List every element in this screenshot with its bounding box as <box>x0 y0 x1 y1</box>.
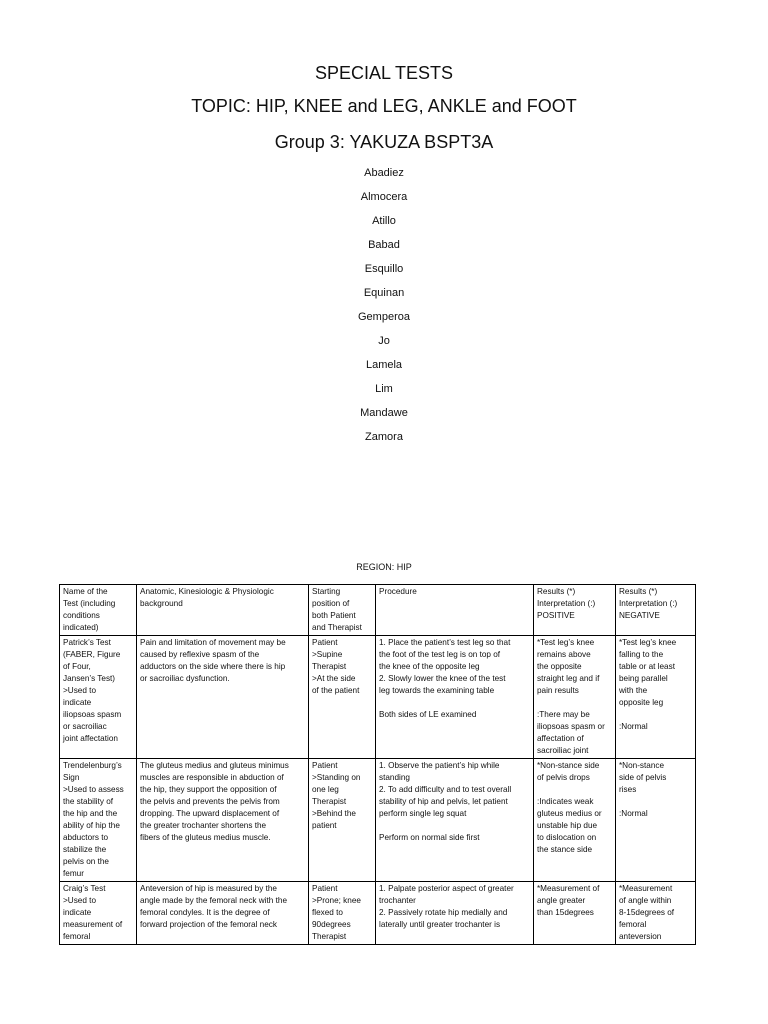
cell-line: being parallel <box>619 674 668 683</box>
cell-line: *Test leg’s knee <box>537 638 595 647</box>
cell-line: indicated) <box>63 623 99 632</box>
cell-negative <box>616 882 696 945</box>
cell-line: stability of hip and pelvis, let patient <box>379 797 508 806</box>
line-gap <box>619 796 692 808</box>
cell-line: 8-15degrees of <box>619 908 675 917</box>
cell-line: iliopsoas spasm <box>63 710 122 719</box>
cell-line: femoral condyles. It is the degree of <box>140 908 270 917</box>
member-name: Mandawe <box>360 407 408 419</box>
cell-line: sacroiliac joint <box>537 746 589 755</box>
cell-line: femoral <box>619 920 647 929</box>
cell-line: >Behind the <box>312 809 356 818</box>
member-name: Babad <box>368 239 400 251</box>
cell-line: Results (*) <box>619 587 658 596</box>
cell-positive <box>534 636 616 759</box>
cell-line: conditions <box>63 611 100 620</box>
cell-content <box>63 883 133 943</box>
cell-line: the foot of the test leg is on top of <box>379 650 501 659</box>
member-name: Jo <box>378 335 390 347</box>
cell-line: (FABER, Figure <box>63 650 121 659</box>
cell-line: indicate <box>63 908 92 917</box>
member-name: Gemperoa <box>358 311 410 323</box>
cell-line: adductors on the side where there is hip <box>140 662 286 671</box>
cell-line: forward projection of the femoral neck <box>140 920 277 929</box>
cell-line: Perform on normal side first <box>379 833 480 842</box>
cell-line: Test (including <box>63 599 116 608</box>
cell-line: angle greater <box>537 896 586 905</box>
cell-procedure <box>376 882 534 945</box>
cell-line: opposite leg <box>619 698 664 707</box>
cell-line: >Supine <box>312 650 343 659</box>
special-tests-table <box>59 584 696 945</box>
member-list <box>0 161 768 449</box>
cell-line: NEGATIVE <box>619 611 660 620</box>
cell-line: abductors to <box>63 833 109 842</box>
cell-line: *Non-stance side <box>537 761 600 770</box>
cell-line: with the <box>619 686 648 695</box>
cell-line: Therapist <box>312 662 347 671</box>
cell-line: the greater trochanter shortens the <box>140 821 267 830</box>
cell-line: 2. Slowly lower the knee of the test <box>379 674 506 683</box>
cell-line: table or at least <box>619 662 675 671</box>
cell-content <box>537 883 612 943</box>
cell-line: >Used to assess <box>63 785 124 794</box>
table-row <box>60 882 696 945</box>
cell-line: indicate <box>63 698 92 707</box>
cell-line: of Four, <box>63 662 91 671</box>
cell-line: the stability of <box>63 797 114 806</box>
cell-line: Patient <box>312 761 338 770</box>
cell-procedure <box>376 636 534 759</box>
cell-background <box>137 759 309 882</box>
line-gap <box>379 697 530 709</box>
cell-line: Anteversion of hip is measured by the <box>140 884 277 893</box>
cell-line: ability of hip the <box>63 821 120 830</box>
cell-line: Pain and limitation of movement may be <box>140 638 286 647</box>
line-gap <box>379 820 530 832</box>
cell-line: 90degrees <box>312 920 351 929</box>
cell-line: standing <box>379 773 410 782</box>
cell-line: The gluteus medius and gluteus minimus <box>140 761 289 770</box>
cell-name <box>60 636 137 759</box>
cell-line: >Prone; knee <box>312 896 361 905</box>
cell-line: perform single leg squat <box>379 809 467 818</box>
cell-line: Jansen’s Test) <box>63 674 116 683</box>
cell-line: the stance side <box>537 845 593 854</box>
cell-line: >Used to <box>63 686 96 695</box>
cell-positive <box>534 882 616 945</box>
cell-line: :Normal <box>619 809 648 818</box>
line-gap <box>537 697 612 709</box>
cell-negative <box>616 759 696 882</box>
header-cell <box>309 585 376 636</box>
cell-line: unstable hip due <box>537 821 598 830</box>
cell-line: falling to the <box>619 650 664 659</box>
cell-line: of pelvis drops <box>537 773 590 782</box>
member-name: Lamela <box>365 359 403 371</box>
cell-line: Patrick’s Test <box>63 638 111 647</box>
cell-line: or sacroiliac dysfunction. <box>140 674 230 683</box>
cell-line: *Non-stance <box>619 761 665 770</box>
cell-line: Therapist <box>312 797 347 806</box>
header-cell <box>616 585 696 636</box>
cell-line: of angle within <box>619 896 672 905</box>
cell-line: :Indicates weak <box>537 797 594 806</box>
header-cell <box>376 585 534 636</box>
cell-position <box>309 759 376 882</box>
member-name: Zamora <box>365 431 403 443</box>
cell-line: Patient <box>312 884 338 893</box>
cell-line: both Patient <box>312 611 356 620</box>
cell-line: Starting <box>312 587 341 596</box>
cell-line: to dislocation on <box>537 833 597 842</box>
line-gap <box>537 784 612 796</box>
cell-line: Name of the <box>63 587 108 596</box>
cell-line: muscles are responsible in abduction of <box>140 773 284 782</box>
table-row <box>60 759 696 882</box>
document-topic: TOPIC: HIP, KNEE and LEG, ANKLE and FOOT <box>191 96 577 116</box>
cell-line: Results (*) <box>537 587 576 596</box>
line-gap <box>619 709 692 721</box>
cell-line: patient <box>312 821 337 830</box>
member-name: Equinan <box>363 287 405 299</box>
cell-line: pain results <box>537 686 579 695</box>
member-name: Lim <box>375 383 393 395</box>
member-name: Atillo <box>372 215 396 227</box>
member-name: Almocera <box>360 191 408 203</box>
cell-line: background <box>140 599 183 608</box>
cell-line: *Measurement of <box>537 884 600 893</box>
cell-line: measurement of <box>63 920 123 929</box>
cell-line: >Used to <box>63 896 96 905</box>
cell-line: than 15degrees <box>537 908 594 917</box>
header-cell <box>534 585 616 636</box>
cell-line: or sacroiliac <box>63 722 107 731</box>
cell-line: rises <box>619 785 637 794</box>
cell-line: fibers of the gluteus medius muscle. <box>140 833 271 842</box>
cell-line: laterally until greater trochanter is <box>379 920 501 929</box>
cell-line: the hip, they support the opposition of <box>140 785 277 794</box>
cell-line: 2. Passively rotate hip medially and <box>379 908 508 917</box>
cell-content <box>140 883 305 943</box>
cell-line: the knee of the opposite leg <box>379 662 480 671</box>
cell-line: 2. To add difficulty and to test overall <box>379 785 512 794</box>
cell-line: joint affectation <box>63 734 118 743</box>
cell-line: *Measurement <box>619 884 673 893</box>
cell-line: Patient <box>312 638 338 647</box>
cell-line: side of pelvis <box>619 773 667 782</box>
cell-line: dropping. The upward displacement of <box>140 809 280 818</box>
cell-line: Interpretation (:) <box>537 599 596 608</box>
cell-line: iliopsoas spasm or <box>537 722 605 731</box>
header-cell <box>137 585 309 636</box>
cell-line: caused by reflexive spasm of the <box>140 650 260 659</box>
cell-line: femur <box>63 869 84 878</box>
cell-line: Trendelenburg’s <box>63 761 122 770</box>
cell-line: Sign <box>63 773 80 782</box>
cell-line: the opposite <box>537 662 582 671</box>
cell-line: Both sides of LE examined <box>379 710 477 719</box>
cell-line: anteversion <box>619 932 662 941</box>
cell-background <box>137 882 309 945</box>
cell-line: pelvis on the <box>63 857 109 866</box>
cell-name <box>60 759 137 882</box>
cell-position <box>309 636 376 759</box>
cell-content <box>312 883 372 943</box>
cell-line: the hip and the <box>63 809 118 818</box>
cell-line: affectation of <box>537 734 584 743</box>
cell-line: trochanter <box>379 896 416 905</box>
member-name: Abadiez <box>364 167 404 179</box>
cell-content <box>619 883 692 943</box>
cell-line: gluteus medius or <box>537 809 602 818</box>
cell-line: remains above <box>537 650 591 659</box>
cell-position <box>309 882 376 945</box>
cell-line: :Normal <box>619 722 648 731</box>
cell-line: straight leg and if <box>537 674 600 683</box>
cell-line: leg towards the examining table <box>379 686 495 695</box>
cell-line: angle made by the femoral neck with the <box>140 896 288 905</box>
cell-line: Procedure <box>379 587 417 596</box>
cell-background <box>137 636 309 759</box>
member-name: Esquillo <box>364 263 404 275</box>
cell-line: of the patient <box>312 686 360 695</box>
cell-line: 1. Place the patient’s test leg so that <box>379 638 511 647</box>
cell-line: Craig’s Test <box>63 884 106 893</box>
cell-line: *Test leg’s knee <box>619 638 677 647</box>
table-header-row <box>60 585 696 636</box>
cell-line: POSITIVE <box>537 611 575 620</box>
cell-name <box>60 882 137 945</box>
cell-line: Therapist <box>312 932 347 941</box>
cell-line: position of <box>312 599 350 608</box>
cell-line: Interpretation (:) <box>619 599 678 608</box>
cell-line: 1. Observe the patient’s hip while <box>379 761 500 770</box>
cell-positive <box>534 759 616 882</box>
cell-line: one leg <box>312 785 339 794</box>
document-title: SPECIAL TESTS <box>314 63 454 83</box>
cell-line: Anatomic, Kinesiologic & Physiologic <box>140 587 274 596</box>
cell-line: femoral <box>63 932 91 941</box>
cell-line: :There may be <box>537 710 590 719</box>
cell-line: >Standing on <box>312 773 361 782</box>
header-cell <box>60 585 137 636</box>
cell-line: flexed to <box>312 908 343 917</box>
table-row <box>60 636 696 759</box>
cell-line: and Therapist <box>312 623 362 632</box>
cell-line: the pelvis and prevents the pelvis from <box>140 797 280 806</box>
document-group: Group 3: YAKUZA BSPT3A <box>274 132 494 152</box>
cell-line: 1. Palpate posterior aspect of greater <box>379 884 514 893</box>
cell-negative <box>616 636 696 759</box>
cell-line: >At the side <box>312 674 356 683</box>
cell-content <box>379 883 530 943</box>
cell-procedure <box>376 759 534 882</box>
cell-line: stabilize the <box>63 845 107 854</box>
region-label: REGION: HIP <box>356 562 412 572</box>
